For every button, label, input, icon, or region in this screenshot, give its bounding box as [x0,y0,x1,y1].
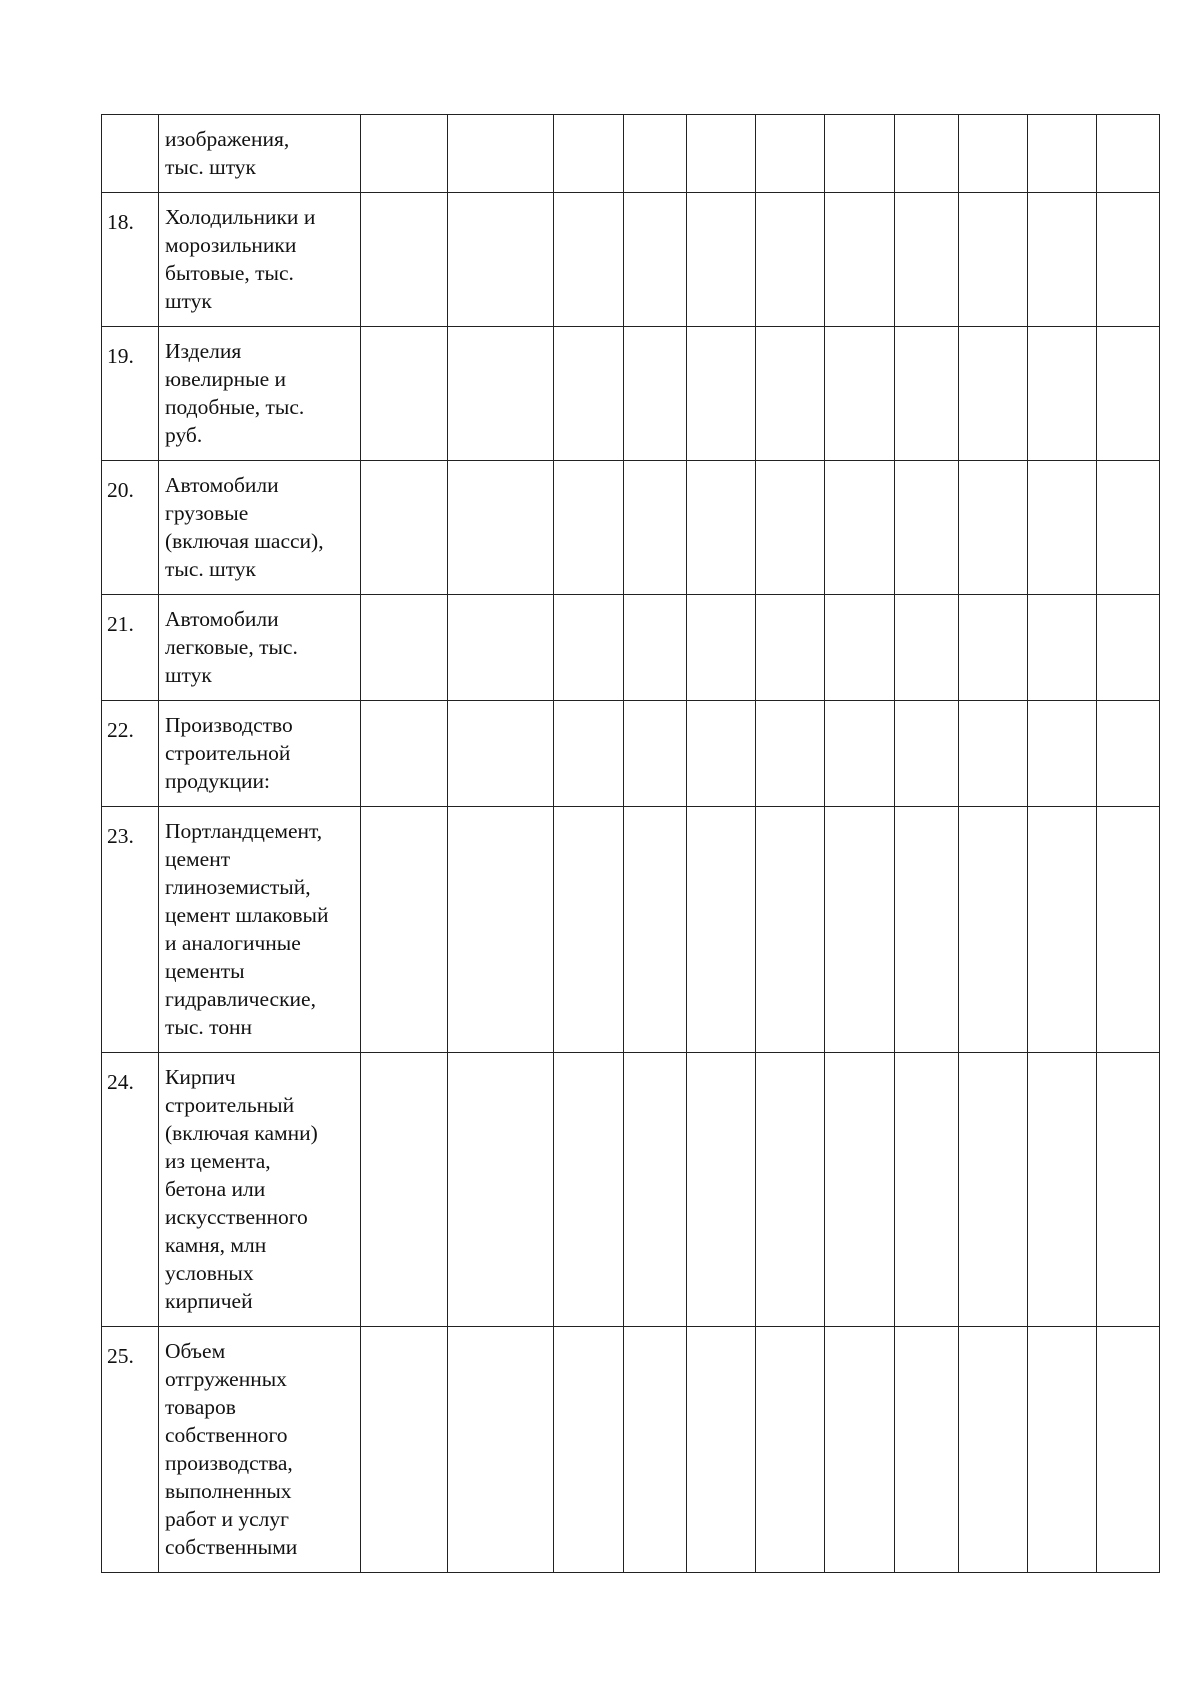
empty-value-cell [895,461,959,595]
empty-value-cell [448,461,554,595]
empty-value-cell [1097,1327,1160,1573]
empty-value-cell [361,461,448,595]
row-number: 18. [102,193,159,327]
row-name-cell [159,701,361,807]
table-row [102,701,1160,807]
empty-value-cell [624,701,687,807]
table-body [102,115,1160,1573]
empty-value-cell [825,807,895,1053]
empty-value-cell [554,461,624,595]
empty-value-cell [448,193,554,327]
empty-value-cell [361,807,448,1053]
empty-value-cell [624,461,687,595]
empty-value-cell [1097,701,1160,807]
empty-value-cell [959,1327,1028,1573]
table-row [102,193,1160,327]
row-name-cell [159,807,361,1053]
row-number: 19. [102,327,159,461]
row-name: Объем отгруженных товаров собственного производства, выполненных работ и услуг собственными [165,1339,298,1559]
empty-value-cell [1097,461,1160,595]
empty-value-cell [448,807,554,1053]
row-name: Производство строительной продукции: [165,713,293,793]
empty-value-cell [959,115,1028,193]
empty-value-cell [756,115,825,193]
empty-value-cell [1097,115,1160,193]
empty-value-cell [756,595,825,701]
row-name: Кирпич строительный (включая камни) из цемента, бетона или искусственного камня, млн условных кирпичей [165,1065,318,1313]
empty-value-cell [554,701,624,807]
empty-value-cell [361,115,448,193]
empty-value-cell [959,1053,1028,1327]
empty-value-cell [687,595,756,701]
empty-value-cell [1028,595,1097,701]
row-number [102,115,159,193]
empty-value-cell [448,1053,554,1327]
empty-value-cell [1028,327,1097,461]
empty-value-cell [624,1053,687,1327]
empty-value-cell [448,1327,554,1573]
row-number: 20. [102,461,159,595]
row-name: Автомобили легковые, тыс. штук [165,607,298,687]
empty-value-cell [756,1053,825,1327]
empty-value-cell [624,193,687,327]
empty-value-cell [959,461,1028,595]
row-name: Холодильники и морозильники бытовые, тыс. штук [165,205,316,313]
empty-value-cell [554,595,624,701]
empty-value-cell [895,701,959,807]
empty-value-cell [1028,807,1097,1053]
table-row [102,327,1160,461]
empty-value-cell [687,327,756,461]
table-row [102,1327,1160,1573]
empty-value-cell [1097,327,1160,461]
empty-value-cell [687,115,756,193]
row-number: 24. [102,1053,159,1327]
empty-value-cell [687,193,756,327]
row-name-cell [159,1053,361,1327]
row-number: 21. [102,595,159,701]
empty-value-cell [895,595,959,701]
empty-value-cell [554,327,624,461]
empty-value-cell [687,807,756,1053]
empty-value-cell [448,327,554,461]
empty-value-cell [825,193,895,327]
empty-value-cell [895,1053,959,1327]
row-name-cell [159,193,361,327]
empty-value-cell [361,327,448,461]
table-row [102,807,1160,1053]
empty-value-cell [825,1053,895,1327]
empty-value-cell [448,115,554,193]
empty-value-cell [361,193,448,327]
row-name: Изделия ювелирные и подобные, тыс. руб. [165,339,305,447]
empty-value-cell [687,1053,756,1327]
empty-value-cell [448,595,554,701]
row-name: Портландцемент, цемент глиноземистый, цемент шлаковый и аналогичные цементы гидравлические, тыс. тонн [165,819,329,1039]
empty-value-cell [687,1327,756,1573]
row-number: 22. [102,701,159,807]
empty-value-cell [1028,193,1097,327]
empty-value-cell [687,461,756,595]
table-row [102,461,1160,595]
empty-value-cell [624,595,687,701]
empty-value-cell [756,327,825,461]
empty-value-cell [1097,1053,1160,1327]
empty-value-cell [959,701,1028,807]
empty-value-cell [1097,595,1160,701]
empty-value-cell [361,595,448,701]
empty-value-cell [361,1327,448,1573]
empty-value-cell [895,807,959,1053]
empty-value-cell [1028,1327,1097,1573]
row-name-cell [159,461,361,595]
empty-value-cell [1097,807,1160,1053]
empty-value-cell [554,807,624,1053]
empty-value-cell [1028,1053,1097,1327]
empty-value-cell [959,595,1028,701]
row-name-cell [159,1327,361,1573]
empty-value-cell [895,327,959,461]
empty-value-cell [825,115,895,193]
empty-value-cell [756,701,825,807]
statistics-table [101,114,1160,1573]
empty-value-cell [895,193,959,327]
empty-value-cell [825,1327,895,1573]
empty-value-cell [825,701,895,807]
empty-value-cell [1028,115,1097,193]
empty-value-cell [554,1327,624,1573]
empty-value-cell [959,807,1028,1053]
row-name: Автомобили грузовые (включая шасси), тыс. штук [165,473,324,581]
empty-value-cell [624,807,687,1053]
row-name: изображения, тыс. штук [165,127,290,179]
empty-value-cell [554,115,624,193]
row-number: 25. [102,1327,159,1573]
empty-value-cell [624,1327,687,1573]
row-name-cell [159,595,361,701]
row-number: 23. [102,807,159,1053]
empty-value-cell [624,115,687,193]
table-row [102,115,1160,193]
empty-value-cell [448,701,554,807]
empty-value-cell [1028,461,1097,595]
empty-value-cell [825,327,895,461]
empty-value-cell [959,327,1028,461]
empty-value-cell [959,193,1028,327]
empty-value-cell [554,1053,624,1327]
empty-value-cell [361,1053,448,1327]
empty-value-cell [361,701,448,807]
empty-value-cell [1028,701,1097,807]
table-row [102,1053,1160,1327]
empty-value-cell [1097,193,1160,327]
empty-value-cell [756,807,825,1053]
empty-value-cell [825,595,895,701]
row-name-cell [159,115,361,193]
empty-value-cell [756,1327,825,1573]
empty-value-cell [756,193,825,327]
table-row [102,595,1160,701]
empty-value-cell [687,701,756,807]
empty-value-cell [895,115,959,193]
empty-value-cell [554,193,624,327]
row-name-cell [159,327,361,461]
empty-value-cell [825,461,895,595]
empty-value-cell [895,1327,959,1573]
empty-value-cell [756,461,825,595]
empty-value-cell [624,327,687,461]
